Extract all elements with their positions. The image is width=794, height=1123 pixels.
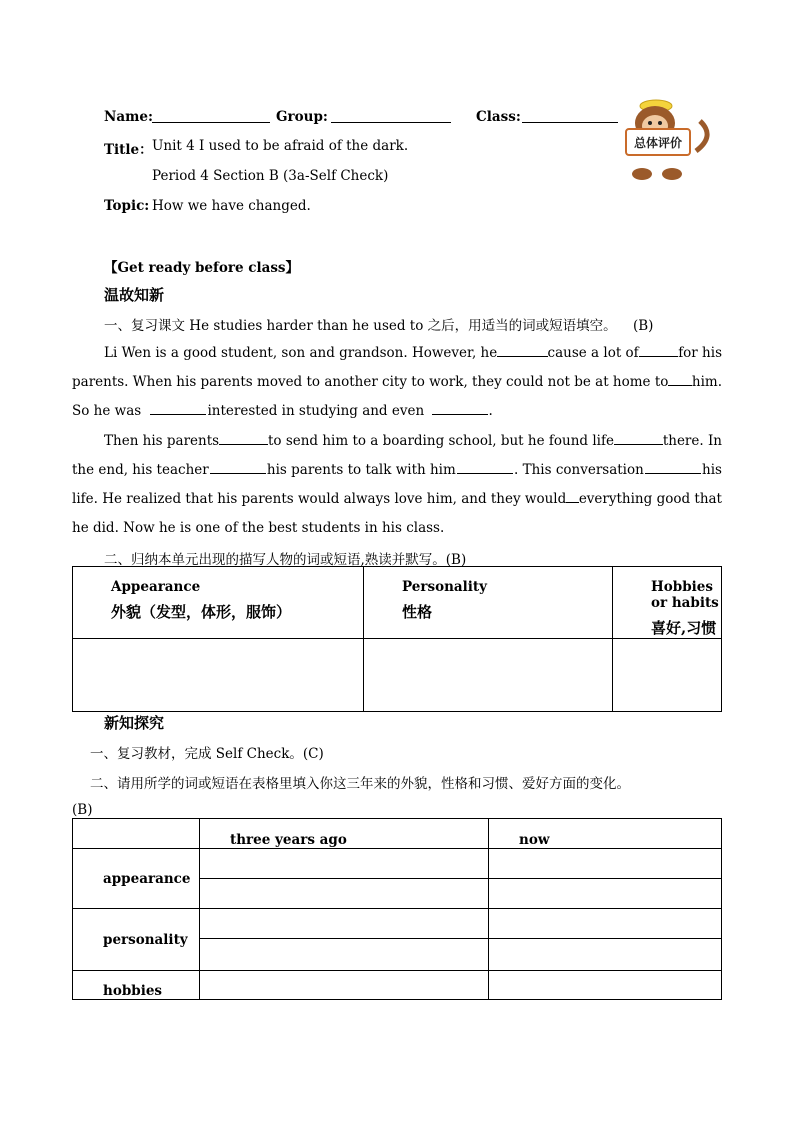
task2-intro: 二、归纳本单元出现的描写人物的词或短语,熟读并默写。(B) (104, 552, 467, 568)
task3: 一、复习教材，完成 Self Check。(C) (90, 746, 324, 762)
blank-10[interactable] (645, 461, 701, 474)
class-label: Class: (476, 109, 521, 125)
text-segment: . (488, 403, 493, 419)
header-zh: 外貌（发型，体形，服饰） (111, 603, 292, 621)
row-label: hobbies (103, 983, 163, 999)
para2-line2 (72, 461, 722, 490)
class-field[interactable] (522, 110, 618, 123)
new-knowledge-heading: 新知探究 (104, 714, 165, 732)
blank-11[interactable] (566, 490, 579, 503)
answer-cell[interactable] (200, 909, 489, 939)
header-zh: 性格 (402, 603, 433, 621)
topic-label: Topic: (104, 198, 150, 214)
name-field[interactable] (152, 110, 270, 123)
blank-8[interactable] (210, 461, 266, 474)
row-hobbies (73, 971, 200, 1000)
header-en: Appearance (111, 579, 201, 595)
blank-7[interactable] (614, 432, 663, 445)
header-en: Personality (402, 579, 487, 595)
text-segment: the end, his teacher (72, 462, 209, 478)
text-segment: interested in studying and even (207, 403, 425, 419)
changes-table (72, 818, 722, 1000)
text-segment: there. In (662, 433, 722, 449)
appearance-header (73, 567, 364, 639)
para1-line2 (72, 373, 722, 402)
blank-6[interactable] (219, 432, 268, 445)
col-header: three years ago (230, 832, 347, 848)
answer-cell[interactable] (200, 849, 489, 879)
text-segment: . This conversation (514, 462, 644, 478)
blank-4[interactable] (150, 402, 206, 415)
col-header: now (519, 832, 550, 848)
answer-cell[interactable] (489, 939, 722, 971)
text-segment: his (702, 462, 722, 478)
topic-value: How we have changed. (152, 198, 311, 214)
col-now (489, 819, 722, 849)
answer-cell[interactable] (489, 971, 722, 1000)
name-label: Name: (104, 109, 153, 125)
text-segment: for his (678, 345, 722, 361)
answer-cell[interactable] (489, 849, 722, 879)
blank-1[interactable] (497, 344, 547, 357)
corner-cell (73, 819, 200, 849)
group-label: Group: (276, 109, 328, 125)
personality-header (364, 567, 613, 639)
col-three-years-ago (200, 819, 489, 849)
row-appearance (73, 849, 200, 909)
task1-intro-text: 一、复习课文 He studies harder than he used to 之后，用适当的词或短语填空。 (104, 318, 617, 334)
text-segment: to send him to a boarding school, but he found life (267, 433, 614, 449)
hobbies-header (613, 567, 722, 639)
header-zh: 喜好,习惯 (651, 619, 717, 637)
blank-5[interactable] (432, 402, 488, 415)
row-label: appearance (103, 870, 191, 887)
get-ready-heading: 【Get ready before class】 (104, 260, 300, 276)
answer-cell[interactable] (489, 909, 722, 939)
title-line-2: Period 4 Section B (3a-Self Check) (152, 168, 389, 184)
para1-line3 (72, 402, 493, 419)
personality-answer-cell[interactable] (364, 639, 613, 712)
row-personality (73, 909, 200, 971)
text-segment: him. (691, 374, 722, 390)
descriptors-table (72, 566, 722, 712)
text-segment: everything good that (578, 491, 722, 507)
answer-cell[interactable] (489, 879, 722, 909)
title-label: Title： (104, 142, 153, 158)
para2-line4: he did. Now he is one of the best students in his class. (72, 520, 445, 536)
text-segment: Li Wen is a good student, son and grandson. However, he (104, 345, 498, 361)
text-segment: Then his parents (104, 433, 220, 449)
hobbies-answer-cell[interactable] (613, 639, 722, 712)
blank-2[interactable] (639, 344, 679, 357)
text-segment: So he was (72, 403, 142, 419)
para2-line1 (104, 432, 722, 461)
group-field[interactable] (331, 110, 451, 123)
para2-line3 (72, 490, 722, 519)
text-segment: cause a lot of (547, 345, 639, 361)
title-line-1: Unit 4 I used to be afraid of the dark. (152, 138, 409, 154)
answer-cell[interactable] (200, 971, 489, 1000)
task4-level: (B) (72, 802, 93, 818)
blank-9[interactable] (457, 461, 513, 474)
answer-cell[interactable] (200, 939, 489, 971)
badge-text: 总体评价 (633, 136, 683, 150)
header-en: Hobbies or habits (651, 579, 719, 611)
monkey-evaluation-badge (616, 96, 716, 184)
text-segment: parents. When his parents moved to another city to work, they could not be at home to (72, 374, 669, 390)
row-label: personality (103, 931, 188, 948)
task1-intro (104, 314, 653, 334)
text-segment: life. He realized that his parents would always love him, and they would (72, 491, 567, 507)
task1-level: (B) (632, 318, 654, 334)
blank-3[interactable] (668, 373, 692, 386)
answer-cell[interactable] (200, 879, 489, 909)
task4: 二、请用所学的词或短语在表格里填入你这三年来的外貌，性格和习惯、爱好方面的变化。 (90, 776, 630, 792)
text-segment: his parents to talk with him (266, 462, 456, 478)
appearance-answer-cell[interactable] (73, 639, 364, 712)
para1-line1 (104, 344, 722, 373)
review-heading: 温故知新 (104, 286, 165, 304)
